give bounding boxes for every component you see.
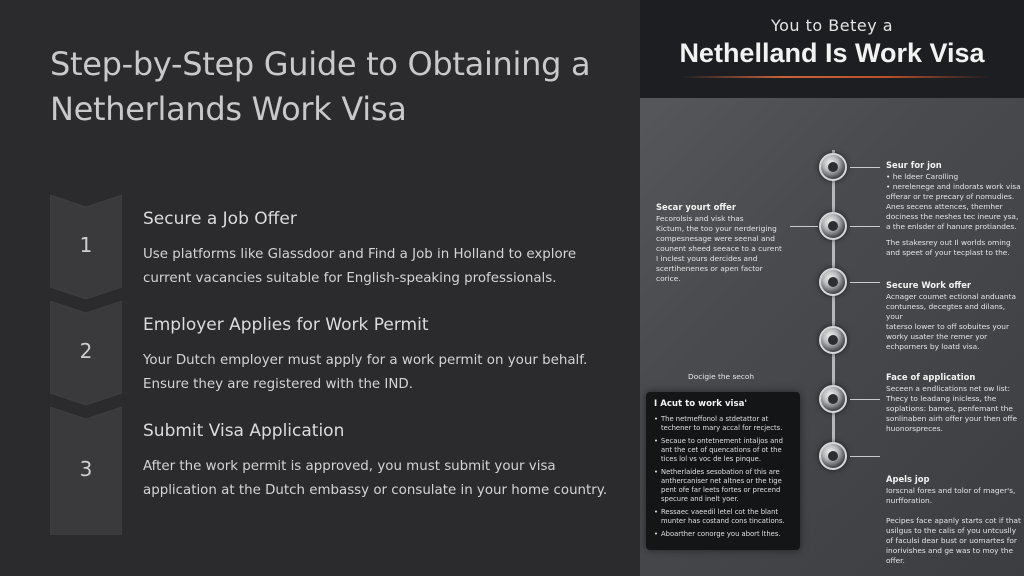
connector-line xyxy=(850,456,880,457)
poster-header xyxy=(640,0,1024,98)
poster-right-block xyxy=(886,160,1022,202)
poster-block-heading: Face of application xyxy=(886,372,976,382)
poster-mid-label: Docigie the secoh xyxy=(688,372,755,381)
dark-box-item: • Aboarther conorge you abort lthes. xyxy=(654,530,792,539)
step-number: 1 xyxy=(79,233,93,257)
poster-block-heading: Secar yourt offer xyxy=(656,202,736,212)
dark-box-heading: I Acut to work visa' xyxy=(654,399,748,409)
poster-dark-box xyxy=(646,392,800,550)
poster-right-block xyxy=(886,280,1022,352)
connector-line xyxy=(850,282,880,283)
infographic-image xyxy=(640,0,1024,576)
connector-line xyxy=(850,226,880,227)
step-description: After the work permit is approved, you must submit your visa application at the Dutch embassy or consulate in your home country. xyxy=(143,459,608,498)
connector-line xyxy=(850,167,880,168)
step-number: 2 xyxy=(79,339,93,363)
timeline-node-icon xyxy=(819,442,847,470)
poster-block-text: Anes secens attences, themher dociness the neshes tec ineure ysa, a the enlsder of hanure protiandes. xyxy=(886,202,1019,231)
dark-box-item: • Netherlaides sesobation of this are anthercaniser net altnes or the tige pent ofe far leets fortes or precend specure and inelt yoer. xyxy=(654,468,792,504)
step-marker xyxy=(50,407,122,511)
dark-box-item: • Ressaec vaeedil letel cot the blant munter has costand cons tincations. xyxy=(654,508,792,526)
poster-block-heading: Seur for jon xyxy=(886,160,942,170)
step-description: Your Dutch employer must apply for a work permit on your behalf. Ensure they are registered with the IND. xyxy=(143,353,588,392)
timeline-node-icon xyxy=(819,326,847,354)
accent-underline xyxy=(680,76,990,78)
poster-block-text: Seceen a endlications net ow list: Thecy to leadang inicless, the soplations: bames, penfemant the sonlinaben airh offer your then offe huonorspreces. xyxy=(886,384,1018,433)
timeline-node-icon xyxy=(819,268,847,296)
step-2 xyxy=(50,301,610,405)
poster-block-text: Fecorolsis and visk thas Kictum, the too your nerderiging compesnesage were seenal and counent sheed seeace to a curent I inclest yours dercides and scertihenenes or apen factor corice. xyxy=(656,214,782,283)
poster-right-block xyxy=(886,474,1022,566)
poster-title: Nethelland Is Work Visa xyxy=(679,38,985,68)
step-marker xyxy=(50,301,122,405)
dark-box-item: • Secaue to ontetnement intaljos and ant the cet of quencations of ot the tices lol vs voc de les pinque. xyxy=(654,437,792,464)
slide-title: Step-by-Step Guide to Obtaining a Netherlands Work Visa xyxy=(50,45,591,128)
step-description: Use platforms like Glassdoor and Find a Job in Holland to explore current vacancies suitable for English-speaking professionals. xyxy=(143,247,577,286)
step-3 xyxy=(50,407,610,511)
poster-block-text: The stakesrey out Il worlds oming and speet of your tecplast to the. xyxy=(886,238,1011,257)
step-heading: Secure a Job Offer xyxy=(143,209,297,229)
poster-right-block xyxy=(886,202,1022,232)
step-1 xyxy=(50,195,610,299)
poster-block-text: • he ldeer Carolling • nerelenege and indorats work visa offerar or tre precary of nomudies. xyxy=(886,172,1021,201)
connector-line xyxy=(850,399,880,400)
poster-block-text: Iorscnal fores and tolor of mager's, nurfforation. Pecipes face apanly starts cot if that usilgus to the calis of you untcuslly of faculsi dear bust or uomartes for inorivishes and ge was to moy the offer. xyxy=(886,486,1021,565)
step-heading: Submit Visa Application xyxy=(143,421,345,441)
poster-left-block xyxy=(656,202,806,284)
timeline-node-icon xyxy=(819,153,847,181)
step-heading: Employer Applies for Work Permit xyxy=(143,315,429,335)
poster-block-text: Acnager coumet ectional anduanta contuness, decegtes and dilans, your taterso lower to off sobuites your worky usater the remer yor echporners by loatd visa. xyxy=(886,292,1017,351)
poster-right-block xyxy=(886,372,1022,434)
step-marker xyxy=(50,195,122,299)
poster-block-heading: Apels jop xyxy=(886,474,930,484)
timeline-node-icon xyxy=(819,212,847,240)
poster-subtitle: You to Betey a xyxy=(770,16,894,35)
poster-right-block xyxy=(886,238,1022,258)
dark-box-item: • The netmeffonol a stdetattor at techener to mary accal for recjects. xyxy=(654,415,792,433)
step-number: 3 xyxy=(79,457,93,481)
timeline-line xyxy=(832,150,835,470)
poster-block-heading: Secure Work offer xyxy=(886,280,972,290)
timeline-node-icon xyxy=(819,385,847,413)
